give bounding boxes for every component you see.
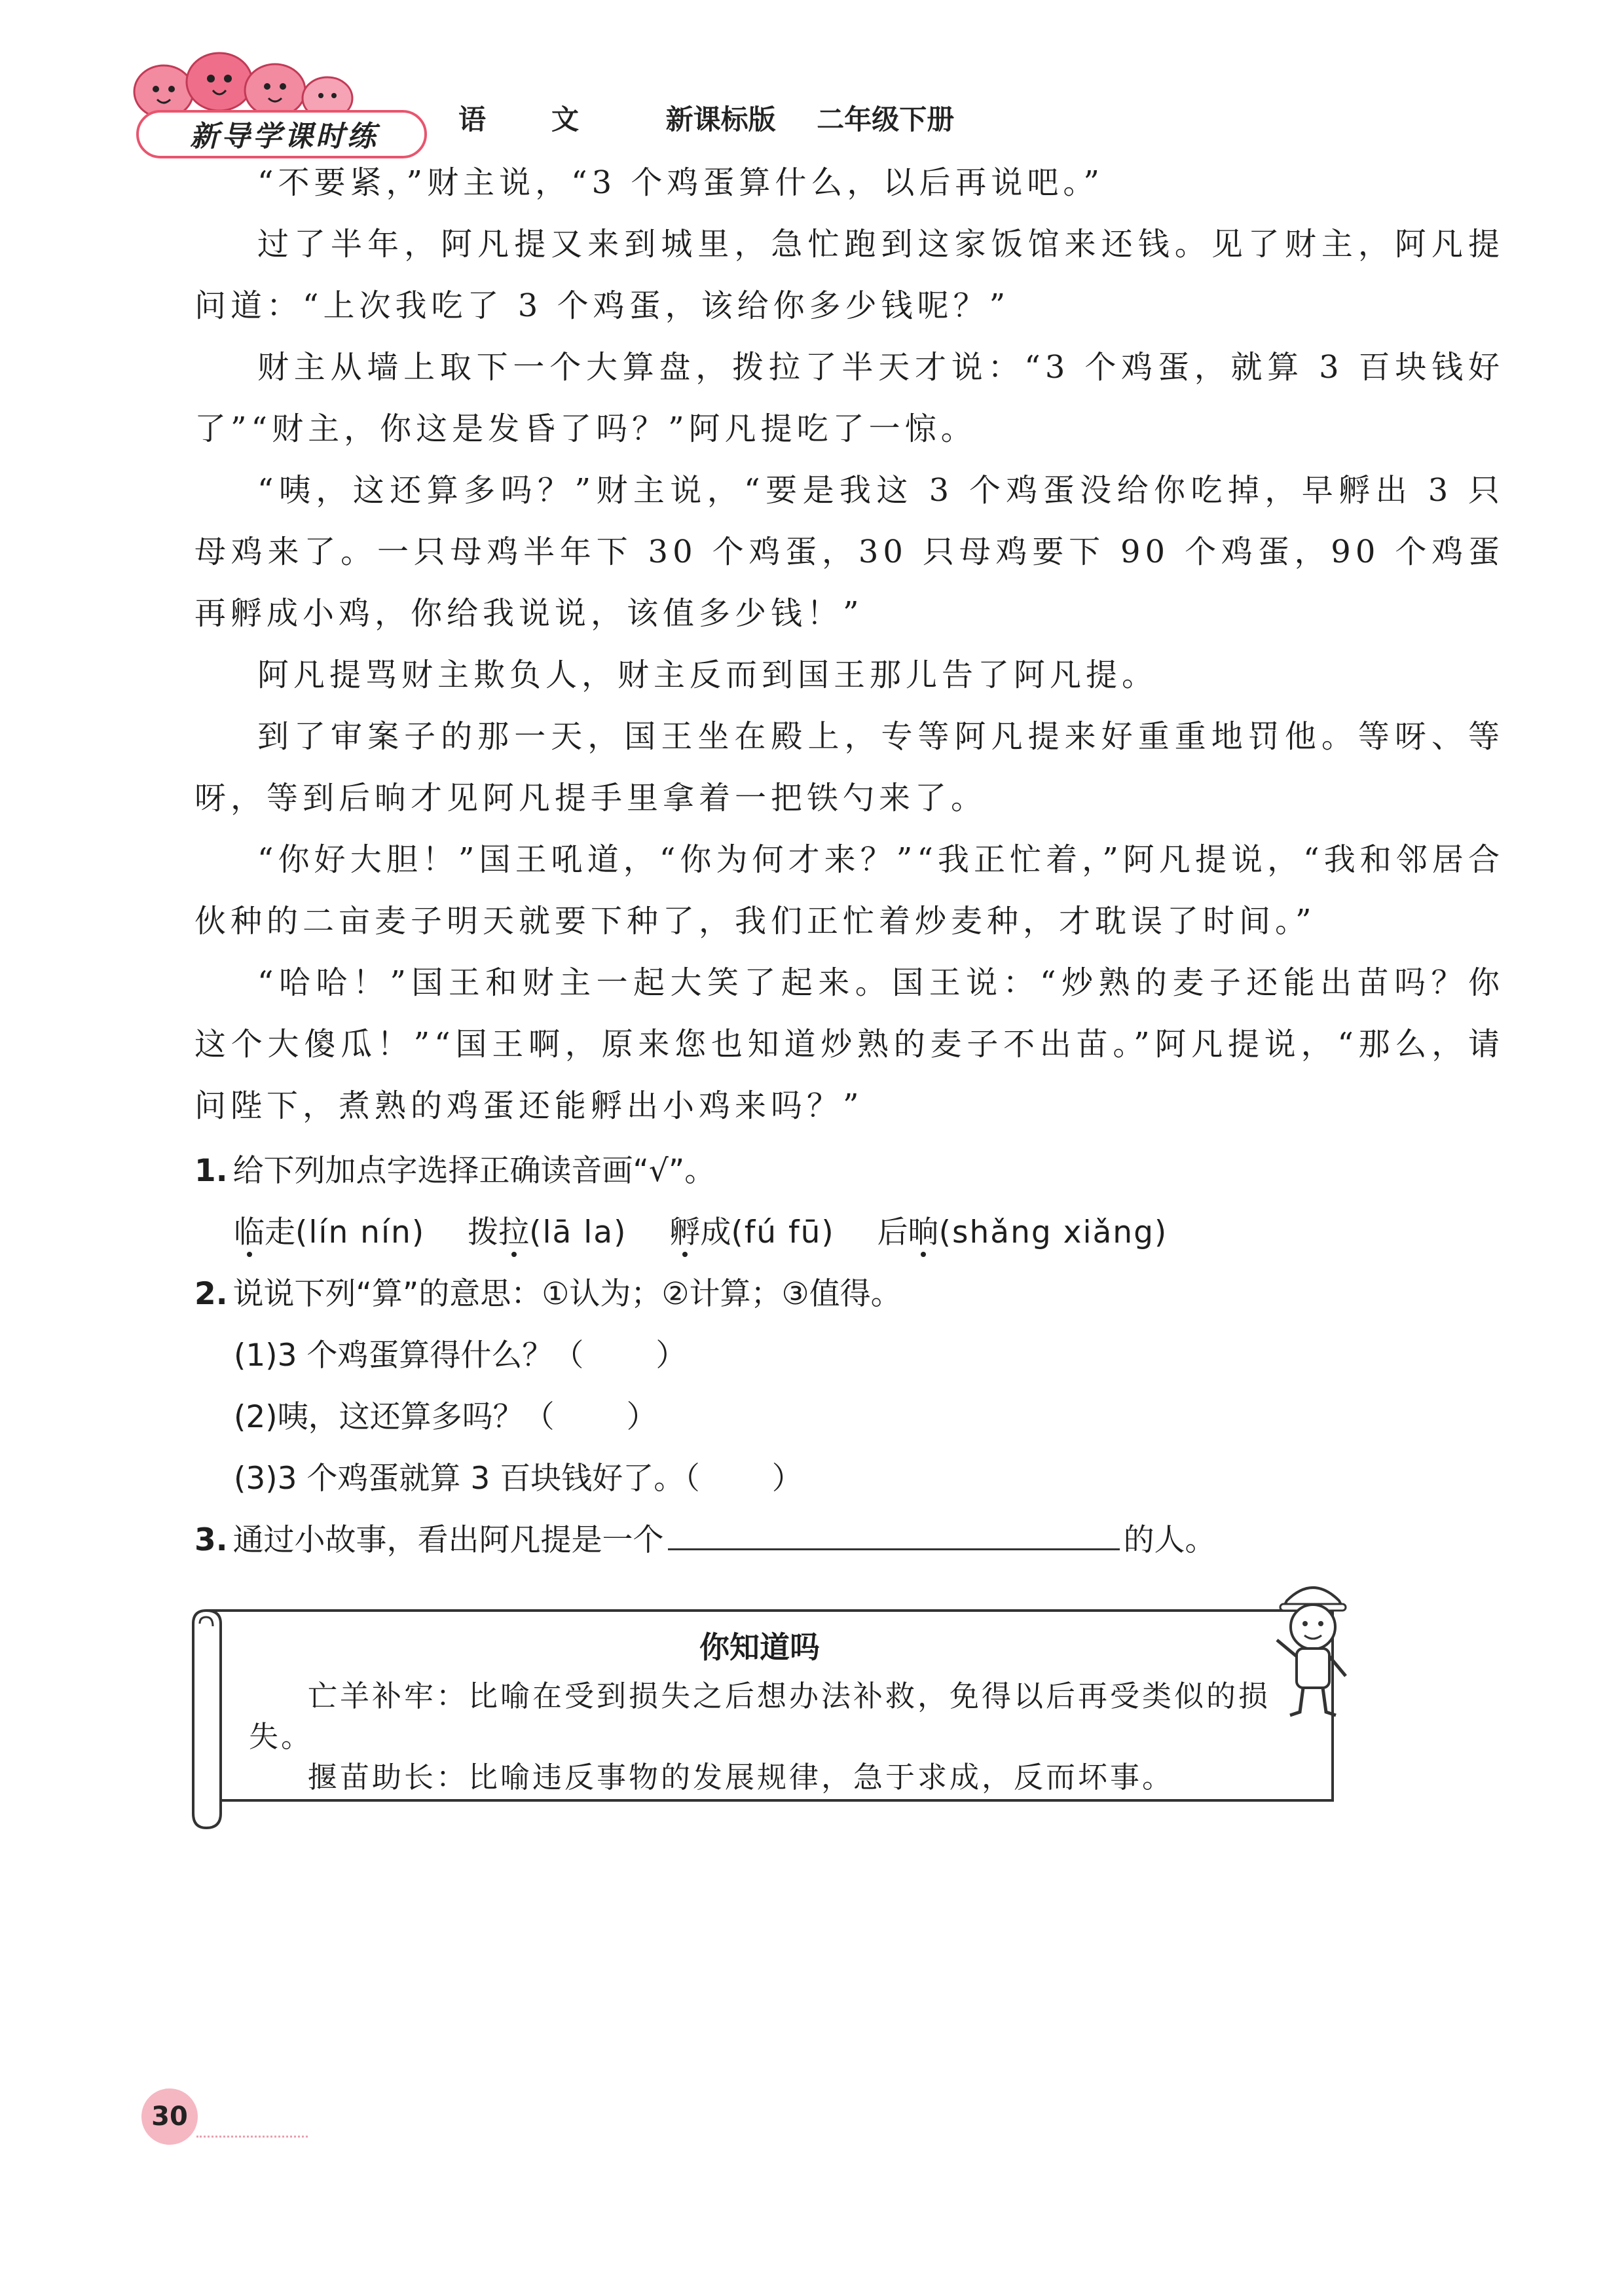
question-number: 1. xyxy=(194,1153,228,1189)
pinyin-choices: (lín nín) xyxy=(295,1214,426,1250)
sub-question-text: (3)3 个鸡蛋就算 3 百块钱好了。 xyxy=(234,1461,685,1497)
question-number: 3. xyxy=(194,1522,228,1558)
char: 走 xyxy=(265,1214,295,1250)
question-number: 2. xyxy=(194,1276,228,1312)
dotted-char: 晌 xyxy=(908,1214,939,1250)
story-paragraph: “哈哈！”国王和财主一起大笑了起来。国王说：“炒熟的麦子还能出苗吗？你这个大傻瓜！”“国王啊，原来您也知道炒熟的麦子不出苗。”阿凡提说，“那么，请问陛下，煮熟的鸡蛋还能孵出小鸡来吗？” xyxy=(194,964,1504,1124)
tip-idiom-1: 亡羊补牢：比喻在受到损失之后想办法补救，免得以后再受类似的损失。 xyxy=(249,1679,1271,1754)
did-you-know-box xyxy=(249,1624,1270,1798)
story-paragraph: 过了半年，阿凡提又来到城里，急忙跑到这家饭馆来还钱。见了财主，阿凡提问道：“上次我吃了 3 个鸡蛋，该给你多少钱呢？” xyxy=(194,226,1504,324)
sub-question: (3)3 个鸡蛋就算 3 百块钱好了。（ ） xyxy=(234,1461,803,1497)
cartoon-boy-icon xyxy=(1264,1571,1362,1722)
story-paragraph: “你好大胆！”国王吼道，“你为何才来？”“我正忙着，”阿凡提说，“我和邻居合伙种的二亩麦子明天就要下种了，我们正忙着炒麦种，才耽误了时间。” xyxy=(194,841,1504,939)
brand-title: 新导学课时练 xyxy=(190,120,378,153)
question-text: 通过小故事，看出阿凡提是一个 xyxy=(232,1522,664,1558)
exercises xyxy=(194,1140,1504,1571)
pinyin-item[interactable] xyxy=(669,1202,834,1264)
dotted-char: 拉 xyxy=(498,1214,530,1250)
sub-question: (1)3 个鸡蛋算得什么？（ ） xyxy=(234,1338,687,1374)
subject-label: 语文 xyxy=(458,103,645,136)
footer-dotted-line xyxy=(196,2136,308,2138)
pinyin-item[interactable] xyxy=(234,1202,425,1264)
story-paragraph: 财主从墙上取下一个大算盘，拨拉了半天才说：“3 个鸡蛋，就算 3 百块钱好了”“财主，你这是发昏了吗？”阿凡提吃了一惊。 xyxy=(194,349,1504,447)
story-paragraph: “不要紧，”财主说，“3 个鸡蛋算什么，以后再说吧。” xyxy=(257,164,1104,201)
story-text xyxy=(194,152,1504,1137)
char: 成 xyxy=(700,1214,731,1250)
char: 后 xyxy=(877,1214,908,1250)
grade-label: 二年级下册 xyxy=(817,103,955,136)
story-paragraph: “咦，这还算多吗？”财主说，“要是我这 3 个鸡蛋没给你吃掉，早孵出 3 只母鸡来了。一只母鸡半年下 30 个鸡蛋，30 只母鸡要下 90 个鸡蛋，90 个鸡蛋再孵成小鸡，你给我说说，该值多少钱！” xyxy=(194,472,1504,632)
question-text-end: 的人。 xyxy=(1123,1522,1216,1558)
story-paragraph: 阿凡提骂财主欺负人，财主反而到国王那儿告了阿凡提。 xyxy=(257,657,1158,693)
pinyin-item[interactable] xyxy=(468,1202,627,1264)
pinyin-choices: (fú fū) xyxy=(731,1214,835,1250)
question-text: 说说下列“算”的意思：①认为；②计算；③值得。 xyxy=(232,1276,902,1312)
tip-title: 你知道吗 xyxy=(699,1630,820,1665)
answer-blank[interactable] xyxy=(668,1522,1120,1550)
story-paragraph: 到了审案子的那一天，国王坐在殿上，专等阿凡提来好重重地罚他。等呀、等呀，等到后晌才见阿凡提手里拿着一把铁勺来了。 xyxy=(194,718,1504,816)
pinyin-item[interactable] xyxy=(877,1202,1168,1264)
pinyin-choices: (shǎng xiǎng) xyxy=(938,1214,1168,1250)
dotted-char: 孵 xyxy=(669,1214,701,1250)
question-text: 给下列加点字选择正确读音画“√”。 xyxy=(232,1153,716,1189)
sub-question-text: (2)咦，这还算多吗？ xyxy=(234,1399,524,1435)
char: 拨 xyxy=(468,1214,499,1250)
pinyin-choices: (lā la) xyxy=(529,1214,627,1250)
sub-question-text: (1)3 个鸡蛋算得什么？ xyxy=(234,1338,553,1374)
page-number: 30 xyxy=(141,2088,198,2145)
tip-idiom-2: 揠苗助长：比喻违反事物的发展规律，急于求成，反而坏事。 xyxy=(308,1760,1175,1795)
sub-question: (2)咦，这还算多吗？（ ） xyxy=(234,1399,657,1435)
question-1 xyxy=(194,1140,1504,1202)
header-meta xyxy=(458,98,986,137)
edition-label: 新课标版 xyxy=(665,103,776,136)
question-3 xyxy=(194,1510,1504,1571)
question-2 xyxy=(194,1264,1504,1325)
dotted-char: 临 xyxy=(234,1214,265,1250)
pinyin-options xyxy=(194,1202,1504,1264)
